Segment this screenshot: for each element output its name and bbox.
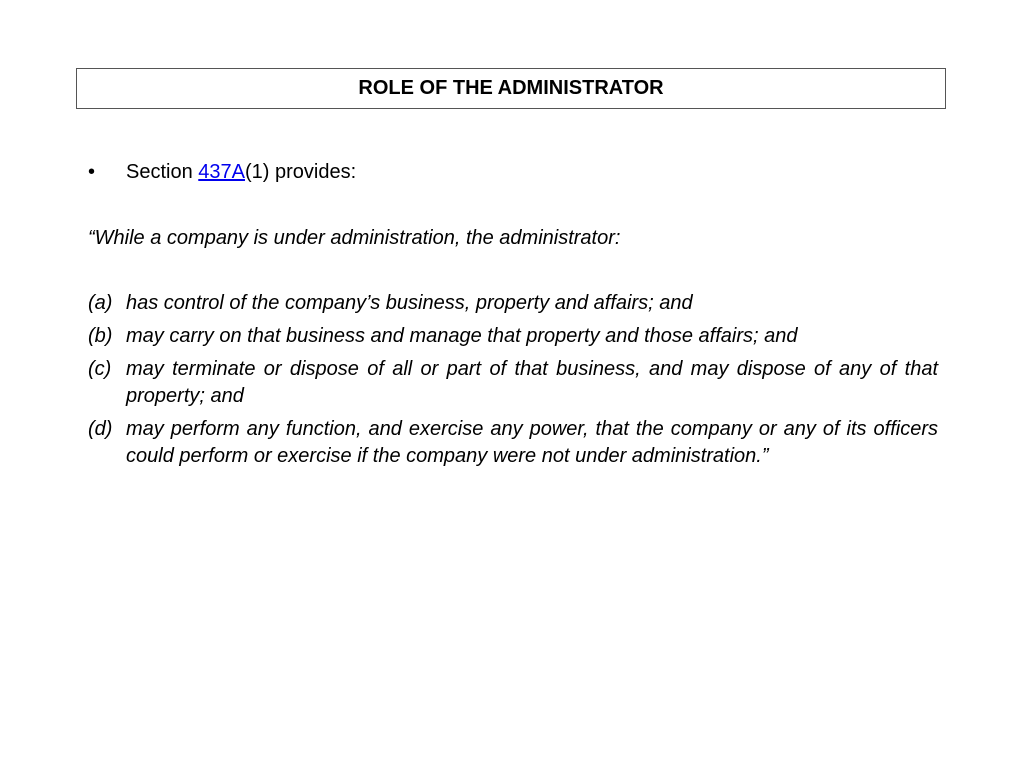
section-437a-link[interactable]: 437A — [198, 161, 245, 183]
bullet-prefix: Section — [126, 161, 199, 183]
slide-title — [76, 68, 946, 109]
list-item — [88, 323, 938, 350]
section-bullet — [88, 159, 356, 185]
list-item-text: may carry on that business and manage that property and those affairs; and — [126, 325, 798, 347]
list-item-label: (b) — [88, 325, 113, 347]
list-item — [88, 356, 938, 410]
list-item — [88, 290, 938, 317]
list-item-text: may perform any function, and exercise any power, that the company or any of its officers could perform or exercise if the company were not under administration.” — [126, 418, 938, 467]
list-item-text: has control of the company’s business, property and affairs; and — [126, 292, 693, 314]
list-item-label: (d) — [88, 418, 113, 440]
list-item-label: (c) — [88, 358, 112, 380]
slide-title-text: ROLE OF THE ADMINISTRATOR — [358, 77, 664, 99]
quote-intro: “While a company is under administration, the administrator: — [88, 227, 621, 249]
bullet-suffix: (1) provides: — [244, 161, 357, 183]
bullet-icon: • — [88, 161, 96, 183]
list-item-label: (a) — [88, 292, 113, 314]
list-item-text: may terminate or dispose of all or part of that business, and may dispose of any of that property; and — [126, 358, 938, 407]
powers-list — [88, 290, 938, 476]
list-item — [88, 416, 938, 470]
